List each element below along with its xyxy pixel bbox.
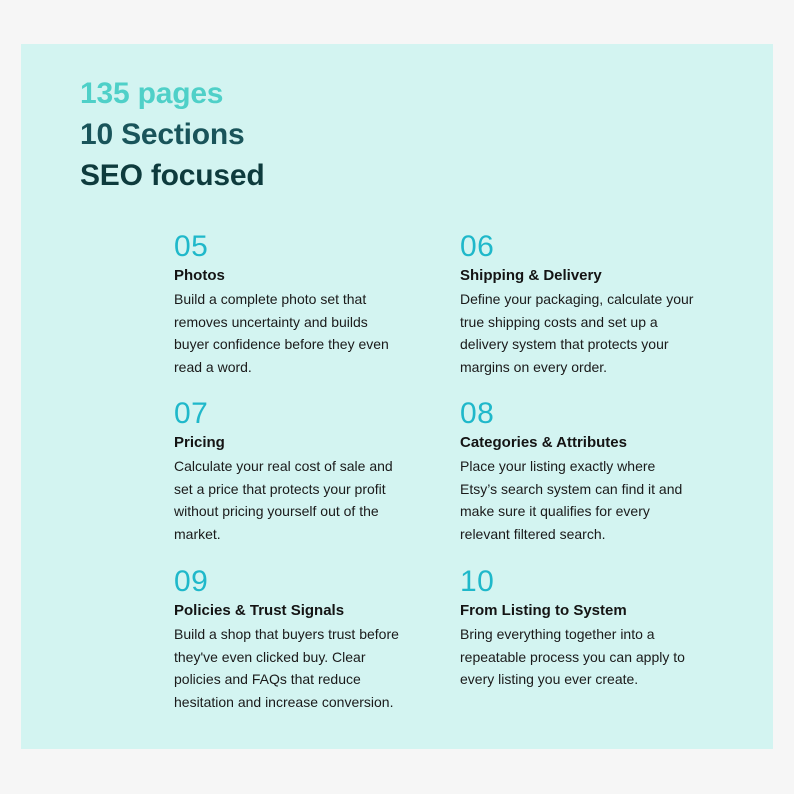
description-line: Place your listing exactly where bbox=[460, 458, 656, 474]
description-line: they've even clicked buy. Clear bbox=[174, 648, 366, 665]
description-line: without pricing yourself out of the bbox=[174, 503, 379, 520]
description-line: Etsy’s search system can find it and bbox=[460, 480, 683, 497]
section-shipping-delivery bbox=[460, 231, 710, 378]
section-description bbox=[174, 455, 424, 545]
section-title: Pricing bbox=[174, 434, 225, 451]
section-title: Policies & Trust Signals bbox=[174, 602, 345, 619]
description-line: delivery system that protects your bbox=[460, 336, 669, 353]
section-description bbox=[174, 288, 424, 378]
description-line: read a word. bbox=[174, 358, 252, 375]
description-line: removes uncertainty and builds bbox=[174, 313, 368, 330]
headline-section-count: 10 Sections bbox=[80, 118, 245, 151]
section-description bbox=[174, 623, 424, 713]
section-categories-attributes bbox=[460, 398, 710, 545]
section-pricing bbox=[174, 398, 424, 545]
description-line: true shipping costs and set up a bbox=[460, 313, 658, 330]
description-line: Build a complete photo set that bbox=[174, 291, 367, 307]
description-line: repeatable process you can apply to bbox=[460, 648, 685, 665]
description-line: margins on every order. bbox=[460, 358, 608, 375]
section-number: 09 bbox=[174, 565, 209, 598]
section-description bbox=[460, 623, 710, 691]
section-number: 06 bbox=[460, 230, 495, 263]
section-title: From Listing to System bbox=[460, 602, 627, 619]
description-line: relevant filtered search. bbox=[460, 525, 606, 542]
section-number: 10 bbox=[460, 565, 495, 598]
section-number: 07 bbox=[174, 397, 209, 430]
description-line: Define your packaging, calculate your bbox=[460, 291, 694, 307]
description-line: policies and FAQs that reduce bbox=[174, 671, 361, 688]
headline-page-count: 135 pages bbox=[80, 77, 224, 110]
section-listing-to-system bbox=[460, 566, 710, 691]
section-number: 08 bbox=[460, 397, 495, 430]
section-title: Categories & Attributes bbox=[460, 434, 627, 451]
section-title: Shipping & Delivery bbox=[460, 267, 602, 284]
description-line: make sure it qualifies for every bbox=[460, 503, 650, 520]
section-policies-trust bbox=[174, 566, 424, 713]
section-description bbox=[460, 288, 710, 378]
description-line: market. bbox=[174, 525, 221, 542]
section-photos bbox=[174, 231, 424, 378]
description-line: set a price that protects your profit bbox=[174, 480, 386, 497]
description-line: every listing you ever create. bbox=[460, 671, 639, 688]
section-title: Photos bbox=[174, 267, 225, 284]
headline-seo-focus: SEO focused bbox=[80, 159, 265, 192]
description-line: Build a shop that buyers trust before bbox=[174, 626, 399, 642]
description-line: hesitation and increase conversion. bbox=[174, 693, 394, 710]
section-description bbox=[460, 455, 710, 545]
description-line: Bring everything together into a bbox=[460, 626, 655, 642]
section-number: 05 bbox=[174, 230, 209, 263]
description-line: Calculate your real cost of sale and bbox=[174, 458, 393, 474]
description-line: buyer confidence before they even bbox=[174, 336, 389, 353]
